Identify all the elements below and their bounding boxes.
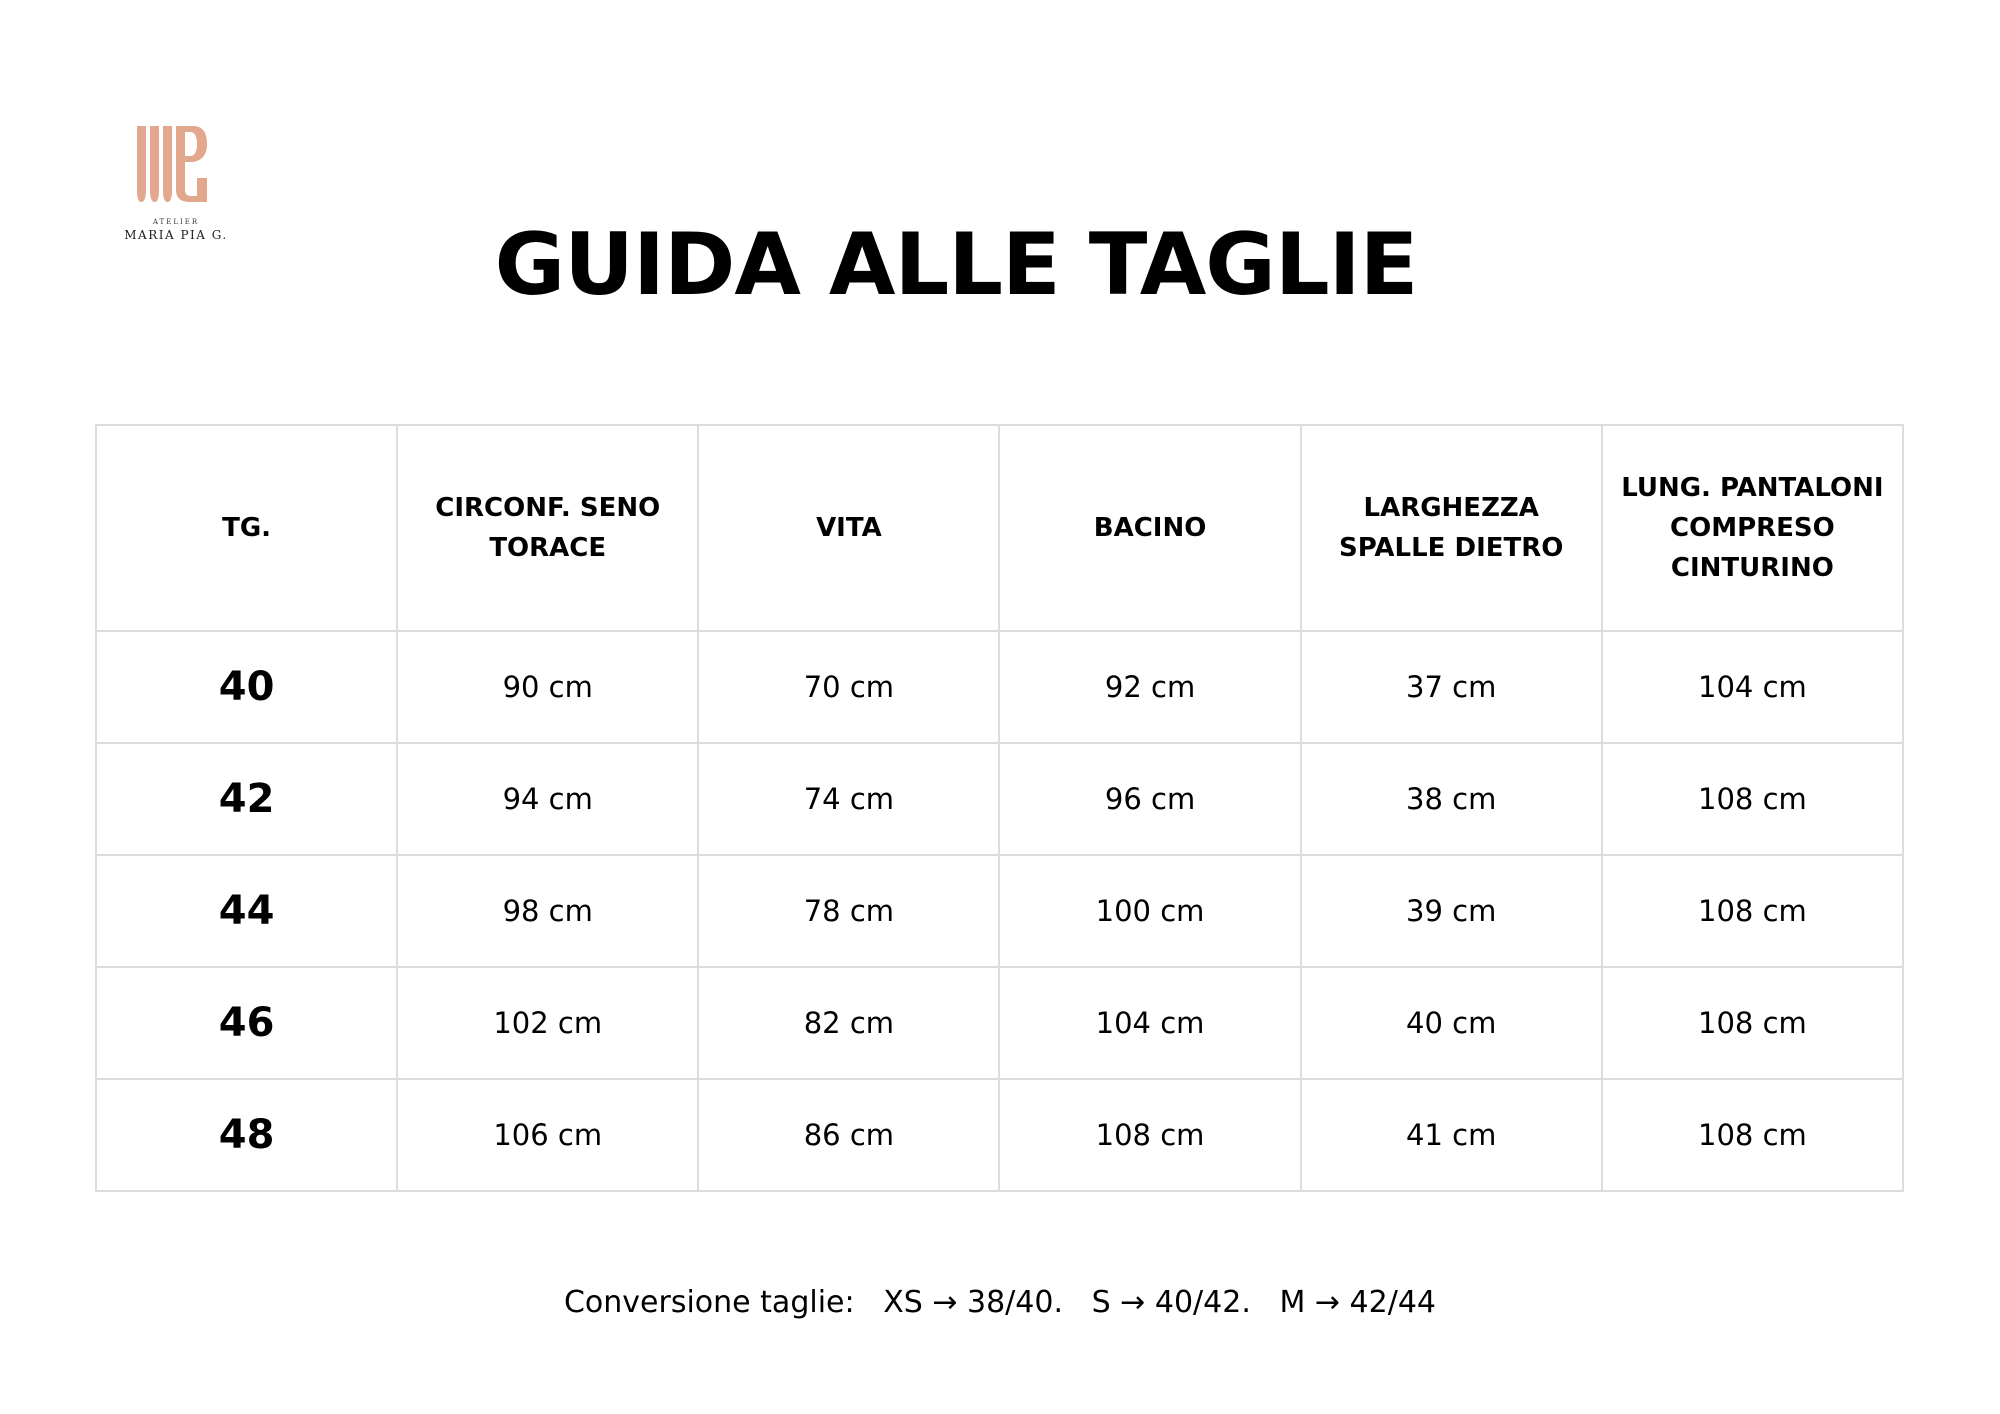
shoulders-cell: 40 cm: [1301, 967, 1602, 1079]
trouser-length-cell: 108 cm: [1602, 967, 1903, 1079]
table-header-row: [96, 425, 1903, 631]
size-cell: 42: [96, 743, 397, 855]
size-cell: 48: [96, 1079, 397, 1191]
waist-cell: 70 cm: [698, 631, 999, 743]
table-row: [96, 967, 1903, 1079]
size-cell: 44: [96, 855, 397, 967]
brand-name: MARIA PIA G.: [124, 228, 228, 242]
trouser-length-cell: 108 cm: [1602, 743, 1903, 855]
hips-cell: 96 cm: [999, 743, 1300, 855]
size-cell: 46: [96, 967, 397, 1079]
table-row: [96, 631, 1903, 743]
chest-cell: 98 cm: [397, 855, 698, 967]
size-cell: 40: [96, 631, 397, 743]
header-waist: VITA: [698, 425, 999, 631]
waist-cell: 74 cm: [698, 743, 999, 855]
trouser-length-cell: 108 cm: [1602, 1079, 1903, 1191]
trouser-length-cell: 108 cm: [1602, 855, 1903, 967]
shoulders-cell: 41 cm: [1301, 1079, 1602, 1191]
header-chest: CIRCONF. SENO TORACE: [397, 425, 698, 631]
trouser-length-cell: 104 cm: [1602, 631, 1903, 743]
monogram-icon: [135, 126, 209, 202]
hips-cell: 104 cm: [999, 967, 1300, 1079]
header-shoulders: LARGHEZZA SPALLE DIETRO: [1301, 425, 1602, 631]
chest-cell: 106 cm: [397, 1079, 698, 1191]
waist-cell: 86 cm: [698, 1079, 999, 1191]
size-chart-table: [95, 424, 1904, 1192]
chest-cell: 90 cm: [397, 631, 698, 743]
header-size: TG.: [96, 425, 397, 631]
brand-atelier-label: ATELIER: [152, 218, 200, 226]
table-row: [96, 743, 1903, 855]
waist-cell: 78 cm: [698, 855, 999, 967]
page-title: GUIDA ALLE TAGLIE: [494, 215, 1418, 315]
shoulders-cell: 39 cm: [1301, 855, 1602, 967]
chest-cell: 102 cm: [397, 967, 698, 1079]
header-trouser-length: LUNG. PANTALONI COMPRESO CINTURINO: [1602, 425, 1903, 631]
hips-cell: 100 cm: [999, 855, 1300, 967]
size-conversion-note: Conversione taglie: XS → 38/40. S → 40/42. M → 42/44: [563, 1285, 1437, 1320]
hips-cell: 92 cm: [999, 631, 1300, 743]
waist-cell: 82 cm: [698, 967, 999, 1079]
chest-cell: 94 cm: [397, 743, 698, 855]
header-hips: BACINO: [999, 425, 1300, 631]
shoulders-cell: 37 cm: [1301, 631, 1602, 743]
table-row: [96, 1079, 1903, 1191]
hips-cell: 108 cm: [999, 1079, 1300, 1191]
shoulders-cell: 38 cm: [1301, 743, 1602, 855]
table-row: [96, 855, 1903, 967]
